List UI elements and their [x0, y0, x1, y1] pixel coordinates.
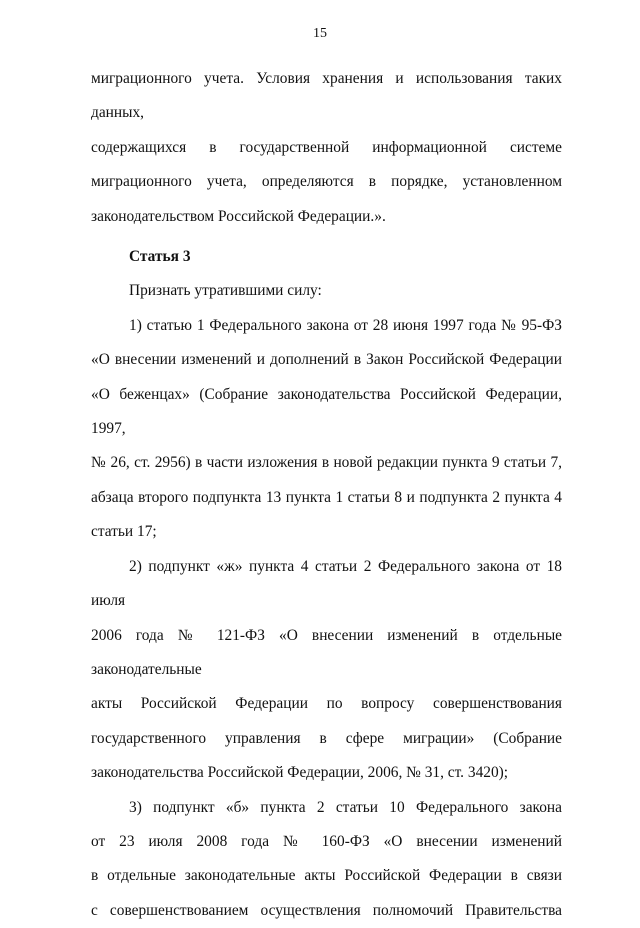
text-line: 2006 года № 121-ФЗ «О внесении изменений в отдельные законодательные [91, 626, 562, 678]
text-line: содержащихся в государственной информационной системе [91, 138, 562, 156]
text-line: миграционного учета, определяются в порядке, установленном [91, 173, 562, 191]
text-line: 2) подпункт «ж» пункта 4 статьи 2 Федерального закона от 18 июля [91, 557, 562, 610]
article-heading: Статья 3 [129, 248, 191, 266]
text-line: статьи 17; [91, 523, 157, 541]
page-number: 15 [313, 26, 327, 41]
document-body [91, 62, 562, 928]
text-line: акты Российской Федерации по вопросу совершенствования [91, 695, 562, 713]
text-line: Признать утратившими силу: [129, 282, 322, 300]
text-line: в отдельные законодательные акты Российской Федерации в связи [91, 867, 562, 885]
text-line: законодательства Российской Федерации, 2006, № 31, ст. 3420); [91, 764, 509, 782]
text-line: государственного управления в сфере миграции» (Собрание [91, 729, 562, 747]
text-line: абзаца второго подпункта 13 пункта 1 статьи 8 и подпункта 2 пункта 4 [91, 488, 562, 506]
text-line: «О беженцах» (Собрание законодательства Российской Федерации, 1997, [91, 385, 562, 438]
text-line: от 23 июля 2008 года № 160-ФЗ «О внесении изменений [91, 832, 562, 850]
text-line: 1) статью 1 Федерального закона от 28 июня 1997 года № 95-ФЗ [129, 316, 562, 334]
text-line: № 26, ст. 2956) в части изложения в новой редакции пункта 9 статьи 7, [91, 454, 562, 472]
text-line: 3) подпункт «б» пункта 2 статьи 10 Федерального закона [129, 798, 562, 816]
text-line: законодательством Российской Федерации.». [91, 207, 386, 225]
text-line: «О внесении изменений и дополнений в Закон Российской Федерации [91, 351, 562, 369]
text-line: с совершенствованием осуществления полномочий Правительства [91, 901, 562, 919]
text-line: миграционного учета. Условия хранения и использования таких данных, [91, 70, 562, 122]
